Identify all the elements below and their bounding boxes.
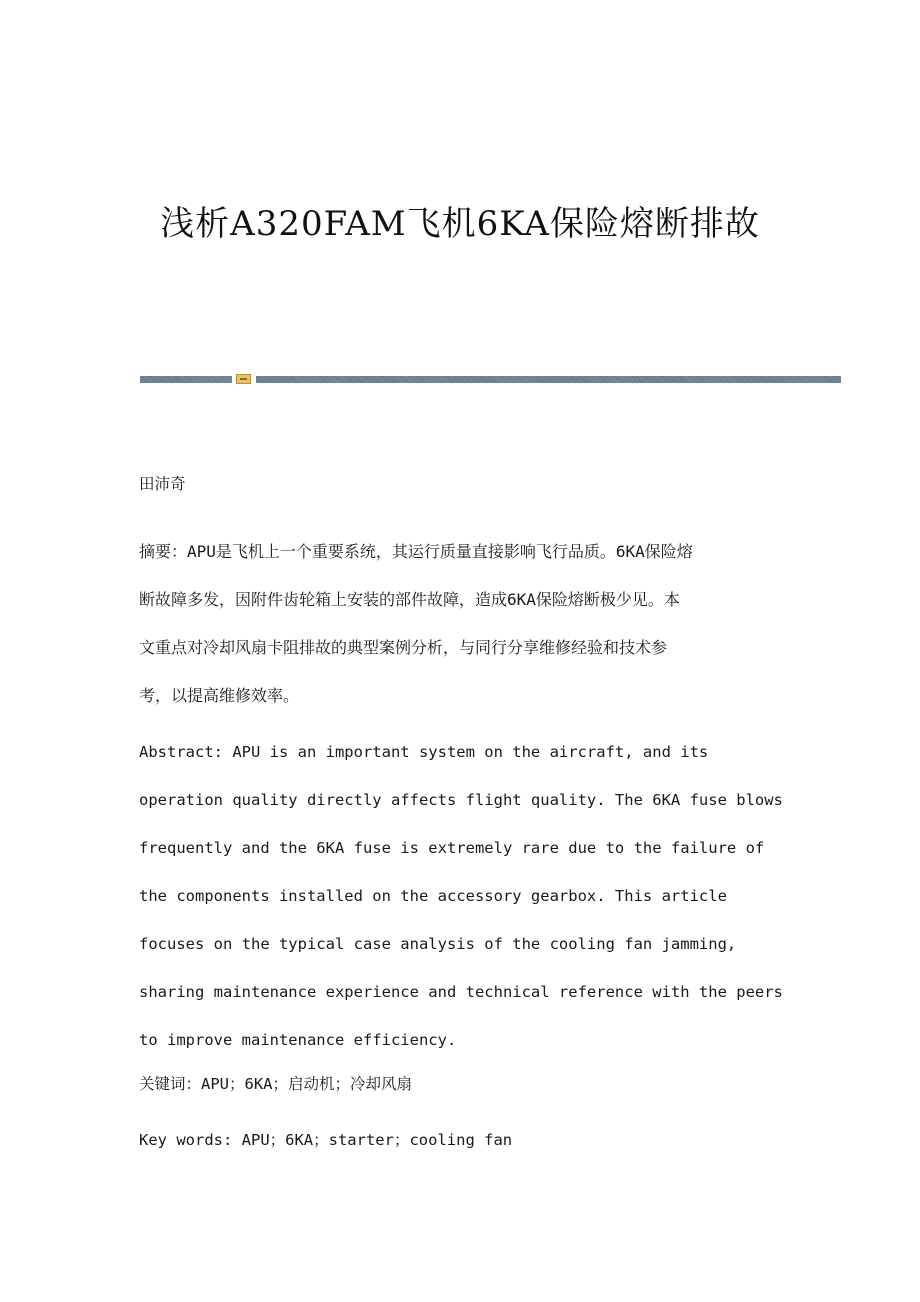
abstract-cn-line: 摘要：APU是飞机上一个重要系统，其运行质量直接影响飞行品质。6KA保险熔	[139, 542, 693, 561]
divider-bar-left	[140, 376, 232, 383]
abstract-cn-line: 文重点对冷却风扇卡阻排故的典型案例分析，与同行分享维修经验和技术参	[139, 638, 668, 657]
abstract-en-line: frequently and the 6KA fuse is extremely rare due to the failure of	[139, 839, 765, 857]
abstract-en-line: to improve maintenance efficiency.	[139, 1031, 457, 1049]
abstract-en-line: focuses on the typical case analysis of the cooling fan jamming,	[139, 935, 737, 953]
abstract-en-line: Abstract: APU is an important system on the aircraft, and its	[139, 743, 709, 761]
author-name: 田沛奇	[139, 475, 186, 493]
abstract-chinese	[139, 528, 784, 720]
keywords-english: Key words: APU；6KA；starter；cooling fan	[139, 1131, 513, 1149]
divider-ornament-icon	[236, 374, 251, 384]
document-title: 浅析A320FAM飞机6KA保险熔断排故	[160, 204, 760, 244]
divider-bar-right	[256, 376, 841, 383]
abstract-english	[139, 728, 784, 1064]
abstract-en-line: sharing maintenance experience and technical reference with the peers	[139, 983, 783, 1001]
abstract-cn-line: 断故障多发，因附件齿轮箱上安装的部件故障，造成6KA保险熔断极少见。本	[139, 590, 680, 609]
abstract-en-line: the components installed on the accessory gearbox. This article	[139, 887, 727, 905]
keywords-chinese: 关键词：APU；6KA；启动机；冷却风扇	[139, 1075, 412, 1093]
abstract-cn-line: 考，以提高维修效率。	[139, 686, 300, 705]
abstract-en-line: operation quality directly affects flight quality. The 6KA fuse blows	[139, 791, 783, 809]
decorative-divider	[140, 374, 841, 384]
